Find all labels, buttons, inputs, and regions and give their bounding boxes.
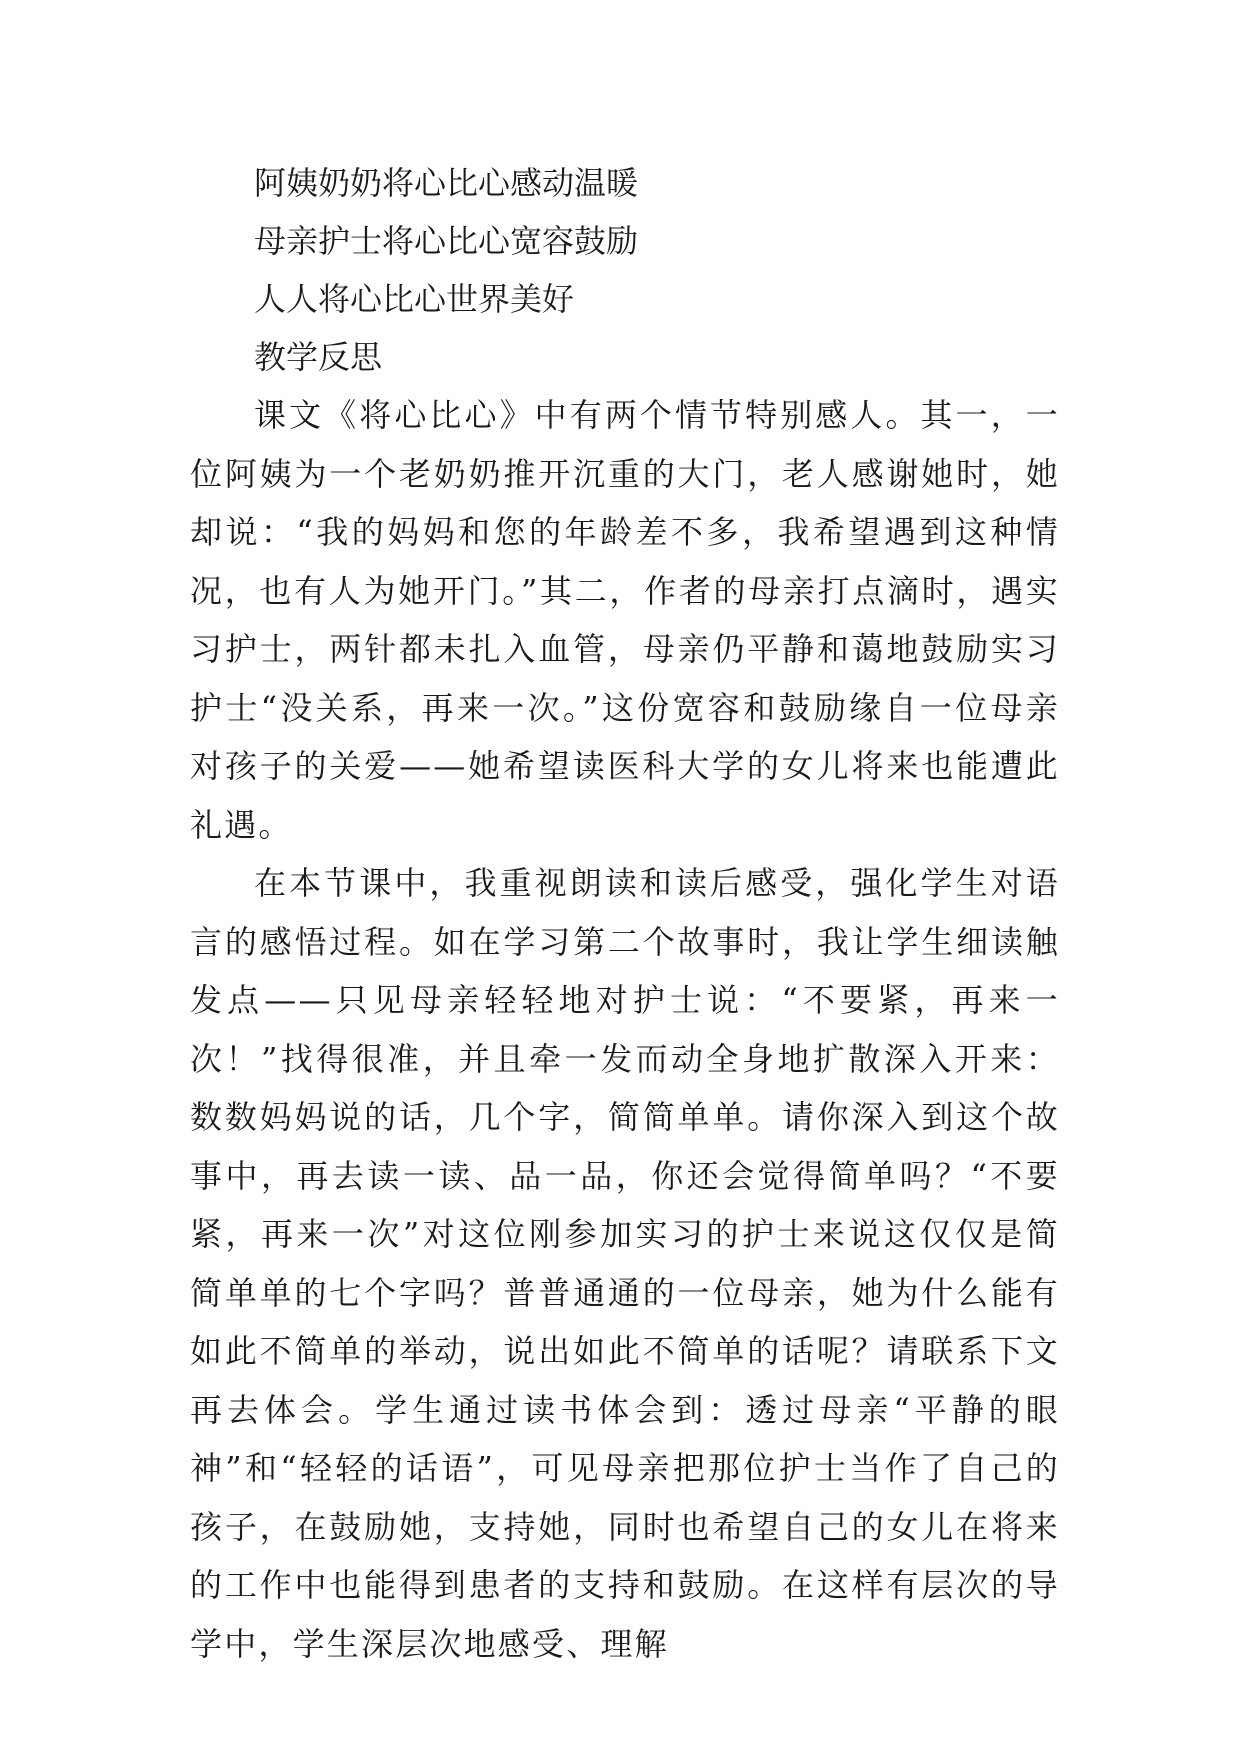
summary-line-1: 阿姨奶奶将心比心感动温暖 [254,164,639,202]
summary-line-2: 母亲护士将心比心宽容鼓励 [254,222,639,260]
summary-line-3: 人人将心比心世界美好 [254,280,575,318]
paragraph-1: 课文《将心比心》中有两个情节特别感人。其一，一位阿姨为一个老奶奶推开沉重的大门，老人感谢她时，她却说：“我的妈妈和您的年龄差不多，我希望遇到这种情况，也有人为她开门。”其二，作者的母亲打点滴时，遇实习护士，两针都未扎入血管，母亲仍平静和蔼地鼓励实习护士“没关系，再来一次。”这份宽容和鼓励缘自一位母亲对孩子的关爱——她希望读医科大学的女儿将来也能遭此礼遇。 [190,396,1060,844]
document-body [190,154,1060,1673]
section-heading-teaching-reflection: 教学反思 [254,338,383,376]
paragraph-2: 在本节课中，我重视朗读和读后感受，强化学生对语言的感悟过程。如在学习第二个故事时，我让学生细读触发点——只见母亲轻轻地对护士说：“不要紧，再来一次！”找得很准，并且牵一发而动全身地扩散深入开来：数数妈妈说的话，几个字，简简单单。请你深入到这个故事中，再去读一读、品一品，你还会觉得简单吗？“不要紧，再来一次”对这位刚参加实习的护士来说这仅仅是简简单单的七个字吗？普普通通的一位母亲，她为什么能有如此不简单的举动，说出如此不简单的话呢？请联系下文再去体会。学生通过读书体会到：透过母亲“平静的眼神”和“轻轻的话语”，可见母亲把那位护士当作了自己的孩子，在鼓励她，支持她，同时也希望自己的女儿在将来的工作中也能得到患者的支持和鼓励。在这样有层次的导学中，学生深层次地感受、理解 [190,864,1060,1663]
